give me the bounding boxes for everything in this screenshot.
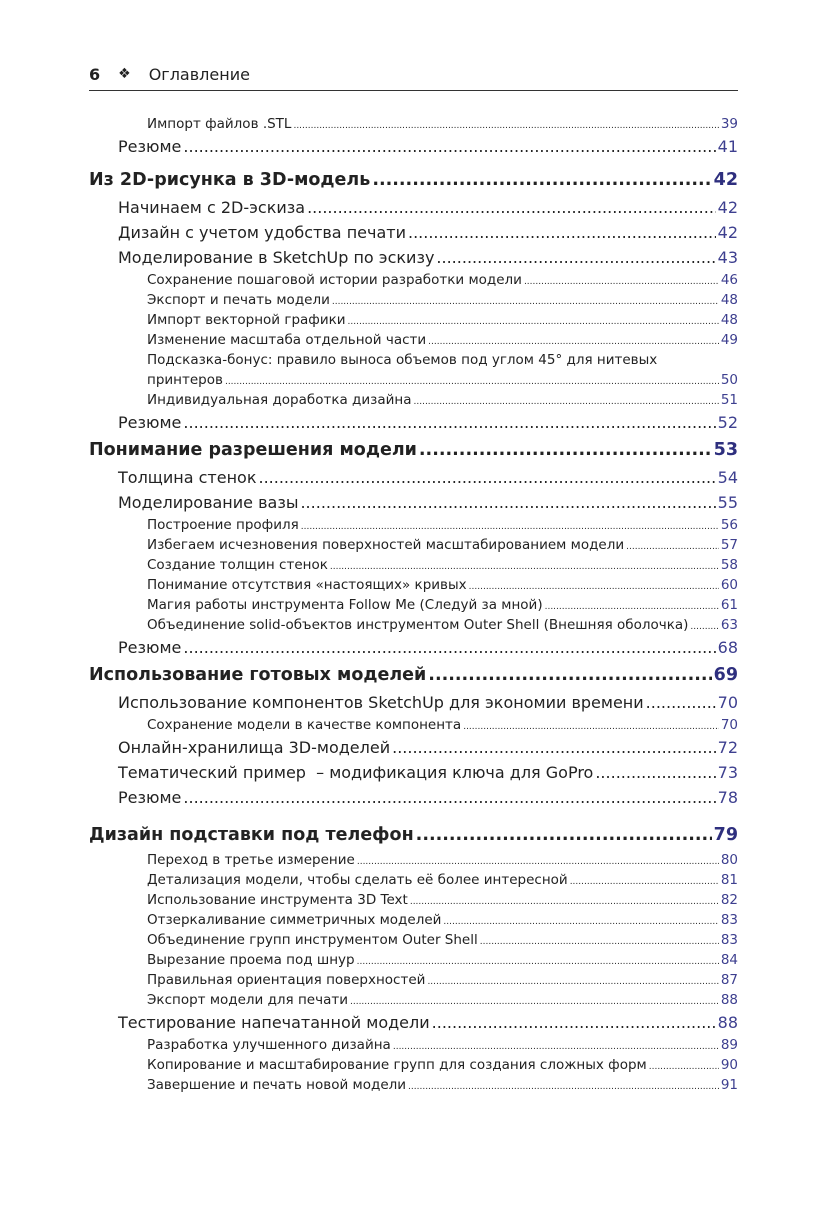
toc-leader xyxy=(392,735,716,760)
toc-entry-page: 48 xyxy=(720,292,738,308)
toc-leader xyxy=(408,220,716,245)
toc-entry[interactable] xyxy=(89,595,738,615)
toc-entry[interactable] xyxy=(89,310,738,330)
toc-entry[interactable] xyxy=(89,555,738,575)
toc-entry-page: 88 xyxy=(717,1013,738,1032)
toc-leader xyxy=(307,195,716,220)
toc-entry-title: Резюме xyxy=(118,137,182,156)
toc-chapter-title: Из 2D-рисунка в 3D-модель xyxy=(89,170,371,190)
toc-entry-page: 70 xyxy=(720,717,738,733)
toc-entry-page: 58 xyxy=(720,557,738,573)
toc-entry-page: 42 xyxy=(717,198,738,217)
toc-leader xyxy=(183,410,715,435)
toc-entry-title: Использование инструмента 3D Text xyxy=(147,892,408,908)
toc-entry-page: 63 xyxy=(720,617,738,633)
toc-entry-title: Резюме xyxy=(118,638,182,657)
toc-entry-title: Понимание отсутствия «настоящих» кривых xyxy=(147,577,467,593)
toc-leader xyxy=(357,850,719,872)
toc-leader xyxy=(330,555,719,577)
toc-entry-title: Импорт векторной графики xyxy=(147,312,346,328)
toc-leader xyxy=(414,390,719,412)
toc-entry-page: 68 xyxy=(717,638,738,657)
toc-leader xyxy=(332,290,719,312)
toc-entry-title: Детализация модели, чтобы сделать её более интересной xyxy=(147,872,568,888)
page-number: 6 xyxy=(89,64,101,84)
toc-entry[interactable] xyxy=(89,245,738,270)
toc-leader xyxy=(480,930,719,952)
toc-leader xyxy=(183,635,715,660)
toc-entry[interactable] xyxy=(89,1055,738,1075)
toc-entry[interactable] xyxy=(89,535,738,555)
toc-entry-title: Начинаем с 2D-эскиза xyxy=(118,198,306,217)
toc-entry-page: 83 xyxy=(720,912,738,928)
toc-entry[interactable] xyxy=(89,410,738,435)
toc-entry[interactable] xyxy=(89,290,738,310)
toc-entry-title: Магия работы инструмента Follow Me (Следуй за мной) xyxy=(147,597,543,613)
toc-entry-page: 78 xyxy=(717,788,738,807)
toc-entry[interactable] xyxy=(89,114,738,134)
toc-entry[interactable] xyxy=(89,690,738,715)
toc-leader xyxy=(348,310,719,332)
toc-leader xyxy=(626,535,719,557)
toc-leader xyxy=(416,820,712,850)
toc-chapter-title: Дизайн подставки под телефон xyxy=(89,825,414,845)
toc-entry-title: Использование компонентов SketchUp для экономии времени xyxy=(118,693,644,712)
toc-entry[interactable] xyxy=(89,785,738,810)
toc-entry-title: Объединение групп инструментом Outer Shell xyxy=(147,932,478,948)
toc-entry-title: принтеров xyxy=(147,372,223,388)
toc-entry-page: 60 xyxy=(720,577,738,593)
toc-entry-title: Импорт файлов .STL xyxy=(147,116,292,132)
toc-entry[interactable] xyxy=(89,515,738,535)
toc-entry-page: 57 xyxy=(720,537,738,553)
running-header xyxy=(89,62,738,86)
toc-entry[interactable] xyxy=(89,390,738,410)
toc-entry-page: 56 xyxy=(720,517,738,533)
toc-entry-page: 90 xyxy=(720,1057,738,1073)
toc-entry-page: 82 xyxy=(720,892,738,908)
toc-chapter[interactable] xyxy=(89,660,738,690)
toc-entry[interactable] xyxy=(89,930,738,950)
toc-entry-page: 50 xyxy=(720,372,738,388)
toc-entry-title: Резюме xyxy=(118,788,182,807)
toc-leader xyxy=(436,245,715,270)
toc-entry[interactable] xyxy=(89,890,738,910)
toc-chapter-page: 42 xyxy=(713,170,738,190)
toc-leader xyxy=(372,165,711,195)
toc-entry-title: Сохранение пошаговой истории разработки модели xyxy=(147,272,522,288)
toc-entry-title: Дизайн с учетом удобства печати xyxy=(118,223,406,242)
toc-leader xyxy=(293,114,718,136)
toc-entry[interactable] xyxy=(89,615,738,635)
toc-entry-page: 51 xyxy=(720,392,738,408)
toc-entry-page: 41 xyxy=(717,137,738,156)
toc-chapter[interactable] xyxy=(89,820,738,850)
header-rule xyxy=(89,90,738,91)
toc-entry-page: 55 xyxy=(717,493,738,512)
toc-entry-title: Толщина стенок xyxy=(118,468,257,487)
toc-entry[interactable] xyxy=(89,1035,738,1055)
toc-entry-page: 48 xyxy=(720,312,738,328)
toc-entry[interactable] xyxy=(89,220,738,245)
toc-leader xyxy=(258,465,715,490)
toc-entry[interactable] xyxy=(89,1010,738,1035)
toc-entry-page: 91 xyxy=(720,1077,738,1093)
toc-entry-title: Объединение solid-объектов инструментом Outer Shell (Внешняя оболочка) xyxy=(147,617,689,633)
toc-entry-page: 73 xyxy=(717,763,738,782)
toc-entry-page: 70 xyxy=(717,693,738,712)
toc-entry[interactable] xyxy=(89,735,738,760)
toc-entry[interactable] xyxy=(89,330,738,350)
toc-entry-page: 52 xyxy=(717,413,738,432)
toc-entry-title: Правильная ориентация поверхностей xyxy=(147,972,426,988)
toc-entry-title: Онлайн-хранилища 3D-моделей xyxy=(118,738,391,757)
toc-entry-title: Экспорт модели для печати xyxy=(147,992,348,1008)
toc-leader xyxy=(183,134,715,159)
toc-chapter[interactable] xyxy=(89,435,738,465)
toc-leader xyxy=(545,595,719,617)
toc-entry-title: Построение профиля xyxy=(147,517,299,533)
toc-entry-title: Тематический пример – модификация ключа для GoPro xyxy=(118,763,594,782)
toc-entry-title: Сохранение модели в качестве компонента xyxy=(147,717,462,733)
table-of-contents xyxy=(89,114,738,1095)
toc-entry[interactable] xyxy=(89,270,738,290)
toc-entry[interactable] xyxy=(89,950,738,970)
toc-entry-title: Копирование и масштабирование групп для создания сложных форм xyxy=(147,1057,647,1073)
toc-entry-title: Резюме xyxy=(118,413,182,432)
toc-entry-page: 43 xyxy=(717,248,738,267)
toc-entry-title: Вырезание проема под шнур xyxy=(147,952,355,968)
toc-entry-title: Индивидуальная доработка дизайна xyxy=(147,392,412,408)
toc-leader xyxy=(183,785,715,810)
toc-leader xyxy=(524,270,719,292)
toc-leader xyxy=(649,1055,719,1077)
toc-entry-page: 49 xyxy=(720,332,738,348)
toc-entry[interactable] xyxy=(89,1075,738,1095)
toc-leader xyxy=(595,760,715,785)
toc-entry-title: Разработка улучшенного дизайна xyxy=(147,1037,391,1053)
toc-entry[interactable] xyxy=(89,850,738,870)
toc-leader xyxy=(463,715,719,737)
toc-leader xyxy=(427,970,718,992)
toc-leader xyxy=(225,372,719,392)
toc-chapter-page: 69 xyxy=(713,665,738,685)
toc-entry-title: Моделирование вазы xyxy=(118,493,299,512)
toc-entry[interactable] xyxy=(89,715,738,735)
toc-leader xyxy=(690,615,718,637)
toc-entry[interactable] xyxy=(89,490,738,515)
toc-entry-page: 81 xyxy=(720,872,738,888)
toc-chapter-title: Использование готовых моделей xyxy=(89,665,427,685)
toc-entry-title: Моделирование в SketchUp по эскизу xyxy=(118,248,435,267)
toc-entry[interactable] xyxy=(89,635,738,660)
toc-leader xyxy=(357,950,719,972)
toc-entry-page: 89 xyxy=(720,1037,738,1053)
toc-entry[interactable] xyxy=(89,465,738,490)
toc-entry-title: Создание толщин стенок xyxy=(147,557,328,573)
toc-chapter-page: 79 xyxy=(713,825,738,845)
toc-leader xyxy=(410,890,719,912)
toc-entry[interactable] xyxy=(89,910,738,930)
toc-leader xyxy=(393,1035,719,1057)
toc-leader xyxy=(301,515,719,537)
toc-entry-page: 80 xyxy=(720,852,738,868)
toc-chapter-page: 53 xyxy=(713,440,738,460)
toc-leader xyxy=(570,870,719,892)
toc-entry-page: 46 xyxy=(720,272,738,288)
toc-leader xyxy=(646,690,716,715)
toc-leader xyxy=(408,1075,719,1097)
toc-chapter-title: Понимание разрешения модели xyxy=(89,440,417,460)
toc-leader xyxy=(428,660,711,690)
toc-entry-page: 83 xyxy=(720,932,738,948)
toc-entry-page: 87 xyxy=(720,972,738,988)
toc-leader xyxy=(432,1010,716,1035)
toc-entry[interactable] xyxy=(89,575,738,595)
toc-entry-title: Избегаем исчезновения поверхностей масштабированием модели xyxy=(147,537,625,553)
toc-leader xyxy=(300,490,715,515)
toc-entry-title: Тестирование напечатанной модели xyxy=(118,1013,430,1032)
toc-entry-page: 84 xyxy=(720,952,738,968)
toc-entry-title: Завершение и печать новой модели xyxy=(147,1077,407,1093)
toc-entry-title: Отзеркаливание симметричных моделей xyxy=(147,912,442,928)
toc-entry-title: Изменение масштаба отдельной части xyxy=(147,332,427,348)
toc-entry-page: 72 xyxy=(717,738,738,757)
toc-entry[interactable] xyxy=(89,990,738,1010)
toc-entry-page: 88 xyxy=(720,992,738,1008)
toc-entry-multiline[interactable] xyxy=(89,350,738,390)
toc-entry-title: Переход в третье измерение xyxy=(147,852,355,868)
ornament-icon: ❖ xyxy=(118,66,131,82)
toc-entry-title-line1: Подсказка-бонус: правило выноса объемов под углом 45° для нитевых xyxy=(147,352,658,368)
toc-entry[interactable] xyxy=(89,195,738,220)
toc-leader xyxy=(428,330,719,352)
toc-entry[interactable] xyxy=(89,134,738,159)
toc-entry[interactable] xyxy=(89,760,738,785)
toc-leader xyxy=(419,435,712,465)
toc-chapter[interactable] xyxy=(89,165,738,195)
toc-leader xyxy=(350,990,719,1012)
toc-entry-page: 54 xyxy=(717,468,738,487)
toc-entry[interactable] xyxy=(89,970,738,990)
toc-leader xyxy=(443,910,718,932)
toc-entry-page: 61 xyxy=(720,597,738,613)
toc-entry-title: Экспорт и печать модели xyxy=(147,292,330,308)
header-title: Оглавление xyxy=(148,64,250,84)
toc-entry-page: 39 xyxy=(720,116,738,132)
toc-entry[interactable] xyxy=(89,870,738,890)
toc-leader xyxy=(469,575,719,597)
toc-entry-page: 42 xyxy=(717,223,738,242)
